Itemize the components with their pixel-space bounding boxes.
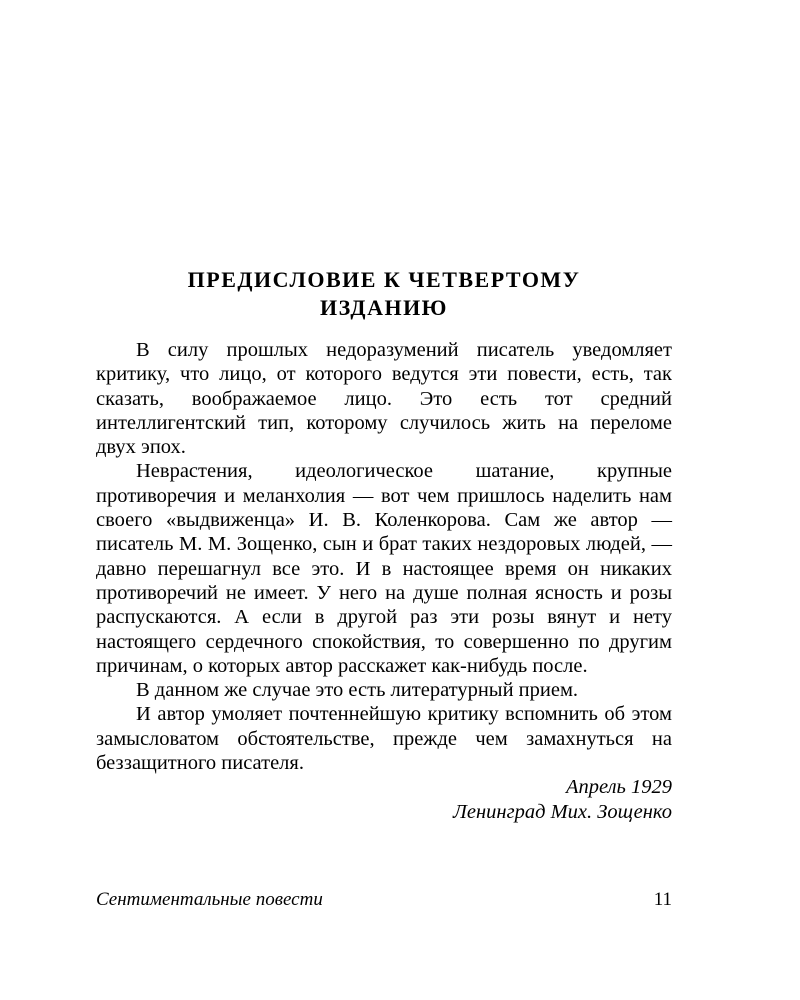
page-number: 11 bbox=[653, 889, 672, 910]
preface-body bbox=[96, 338, 672, 824]
chapter-title-line1: ПРЕДИСЛОВИЕ К ЧЕТВЕРТОМУ bbox=[187, 267, 581, 292]
paragraph-3: В данном же случае это есть литературный прием. bbox=[136, 679, 579, 702]
paragraph-4: И автор умоляет почтеннейшую критику вспомнить об этом замысловатом обстоятельстве, прежде чем замахнуться на беззащитного писателя. bbox=[96, 703, 672, 775]
paragraph-2: Неврастения, идеологическое шатание, крупные противоречия и меланхолия — вот чем пришлось наделить нам своего «выдвиженца» И. В. Коленкорова. Сам же автор — писатель М. М. Зощенко, сын и брат таких нездоровых людей, — давно перешагнул все это. И в настоящее время он никаких противоречий не имеет. У него на душе полная ясность и розы распускаются. А если в другой раз эти розы вянут и нету настоящего сердечного спокойствия, то совершенно по другим причинам, о которых автор расскажет как-нибудь после. bbox=[96, 460, 672, 677]
chapter-title-line2: ИЗДАНИЮ bbox=[320, 295, 448, 320]
signature-date: Апрель 1929 bbox=[565, 776, 672, 799]
signature-place-author: Ленинград Мих. Зощенко bbox=[453, 800, 672, 823]
running-footer-title: Сентиментальные повести bbox=[96, 889, 323, 910]
paragraph-1: В силу прошлых недоразумений писатель уведомляет критику, что лицо, от которого ведутся эти повести, есть, так сказать, воображаемое лицо. Это есть тот средний интеллигентский тип, которому случилось жить на переломе двух эпох. bbox=[96, 339, 672, 459]
